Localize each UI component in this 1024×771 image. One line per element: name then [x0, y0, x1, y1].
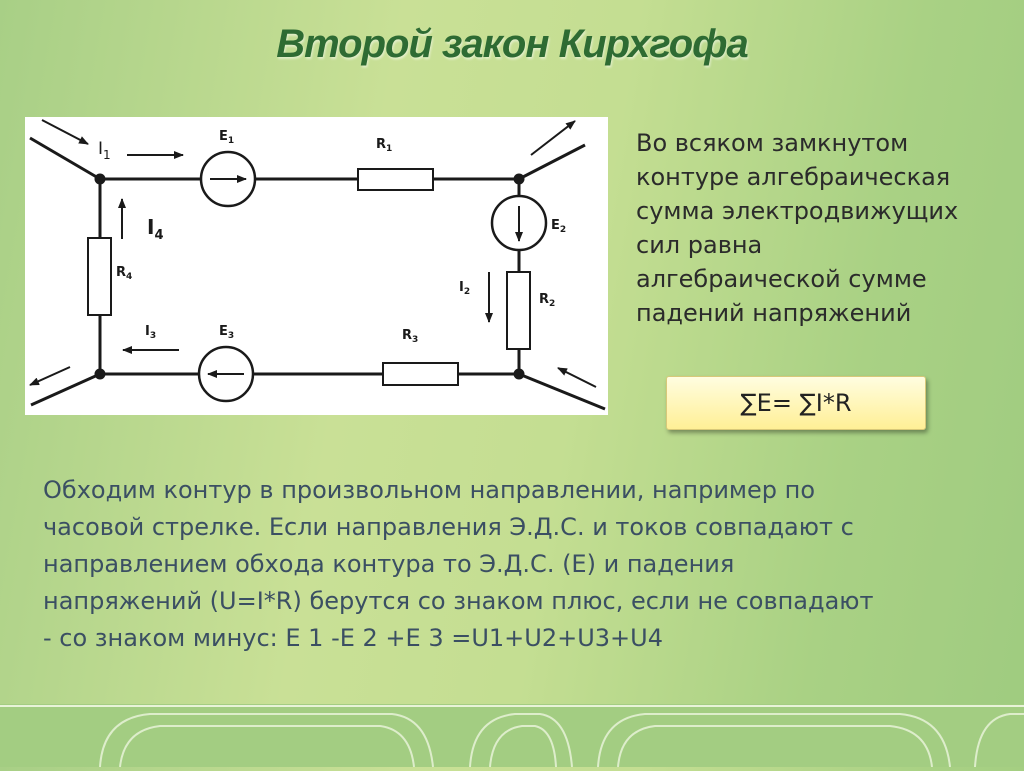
label-e1: $E_1$ [219, 129, 235, 146]
explanation-line: Обходим контур в произвольном направлении, например по [43, 476, 816, 504]
label-e3: $E_3$ [219, 324, 235, 341]
circuit-svg [25, 117, 608, 415]
label-r3: $R_3$ [402, 328, 419, 345]
label-r2: $R_2$ [539, 292, 556, 309]
label-i4: $I_4$ [147, 215, 164, 243]
label-i3: $I_3$ [145, 324, 157, 341]
explanation-line: - со знаком минус: Е 1 -Е 2 +Е 3 =U1+U2+U3+U4 [43, 624, 664, 652]
node-bottom-left [95, 369, 106, 380]
explanation-line: часовой стрелке. Если направления Э.Д.С. и токов совпадают с [43, 513, 854, 541]
node-top-right [514, 174, 525, 185]
label-e2: $E_2$ [551, 218, 567, 235]
rule-line: падений напряжений [636, 299, 912, 327]
rule-line: алгебраической сумме [636, 265, 927, 293]
rule-statement [636, 126, 1016, 330]
node-top-left [95, 174, 106, 185]
resistor-r1 [358, 169, 433, 190]
out-arrow-top-right [531, 121, 575, 155]
branch-bottom-left [31, 374, 100, 405]
label-i2: $I_2$ [459, 280, 471, 297]
label-r4: $R_4$ [116, 265, 133, 282]
in-arrow-bottom-right [558, 368, 596, 387]
label-r1: $R_1$ [376, 137, 393, 154]
circuit-diagram [25, 117, 608, 415]
footer-arcs [0, 704, 1024, 767]
resistor-r4 [88, 238, 111, 315]
out-arrow-bottom-left [30, 367, 70, 385]
explanation-line: направлением обхода контура то Э.Д.С. (Е) и падения [43, 550, 735, 578]
rule-line: Во всяком замкнутом [636, 129, 909, 157]
slide-title: Второй закон Кирхгофа [276, 22, 748, 66]
rule-line: сумма электродвижущих [636, 197, 959, 225]
node-bottom-right [514, 369, 525, 380]
explanation-line: напряжений (U=I*R) берутся со знаком плюс, если не совпадают [43, 587, 874, 615]
resistor-r2 [507, 272, 530, 349]
branch-top-left [30, 138, 100, 179]
branch-bottom-right [519, 374, 605, 409]
footer-decoration [0, 704, 1024, 767]
rule-line: контуре алгебраическая [636, 163, 951, 191]
formula-box: ∑E= ∑I*R [666, 376, 926, 430]
branch-top-right [519, 145, 585, 179]
rule-line: сил равна [636, 231, 763, 259]
in-arrow-top-left [42, 120, 88, 144]
explanation-text [43, 472, 1003, 657]
resistor-r3 [383, 363, 458, 385]
label-i1: $I_1$ [98, 139, 111, 162]
